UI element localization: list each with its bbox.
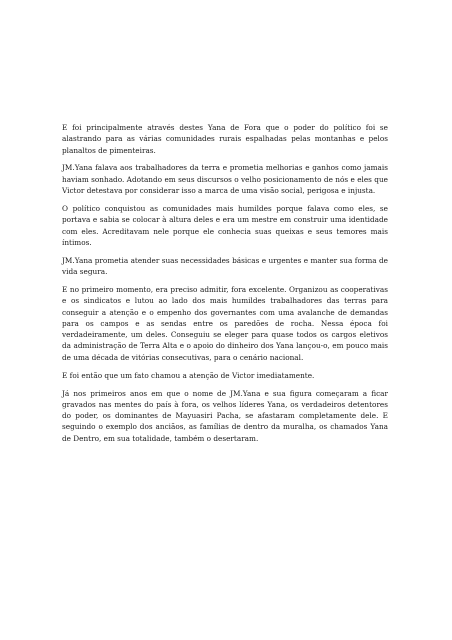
body-text bbox=[62, 122, 388, 451]
paragraph-5: E no primeiro momento, era preciso admitir, fora excelente. Organizou as cooperativas e os sindicatos e lutou ao lado dos mais humildes trabalhadores das terras para conseguir a atenção e o empenho dos governantes com uma avalanche de demandas para os campos e as sendas entre os paredões de rocha. Nessa época foi verdadeiramente, um deles. Conseguiu se eleger para quase todos os cargos eletivos da administração de Terra Alta e o apoio do dinheiro dos Yana lançou-o, em pouco mais de uma década de vitórias consecutivas, para o cenário nacional. bbox=[62, 284, 388, 362]
paragraph-1: E foi principalmente através destes Yana de Fora que o poder do político foi se alastrando para as várias comunidades rurais espalhadas pelas montanhas e pelos planaltos de pimenteiras. bbox=[62, 123, 388, 155]
paragraph-6: E foi então que um fato chamou a atenção de Victor imediatamente. bbox=[62, 370, 315, 380]
paragraph-3: O político conquistou as comunidades mais humildes porque falava como eles, se portava e sabia se colocar à altura deles e era um mestre em construir uma identidade com eles. Acreditavam nele porque ele conhecia suas queixas e seus temores mais íntimos. bbox=[62, 203, 388, 247]
paragraph-7: Já nos primeiros anos em que o nome de JM.Yana e sua figura começaram a ficar gravados nas mentes do país à fora, os velhos líderes Yana, os verdadeiros detentores do poder, os dominantes de Mayuasiri Pacha, se afastaram completamente dele. E seguindo o exemplo dos anciãos, as famílias de dentro da muralha, os chamados Yana de Dentro, em sua totalidade, também o desertaram. bbox=[62, 388, 388, 443]
paragraph-2: JM.Yana falava aos trabalhadores da terra e prometia melhorias e ganhos como jamais haviam sonhado. Adotando em seus discursos o velho posicionamento de nós e eles que Victor detestava por considerar isso a marca de uma visão social, perigosa e injusta. bbox=[62, 163, 388, 196]
paragraph-4: JM.Yana prometia atender suas necessidades básicas e urgentes e manter sua forma de vida segura. bbox=[62, 255, 388, 277]
